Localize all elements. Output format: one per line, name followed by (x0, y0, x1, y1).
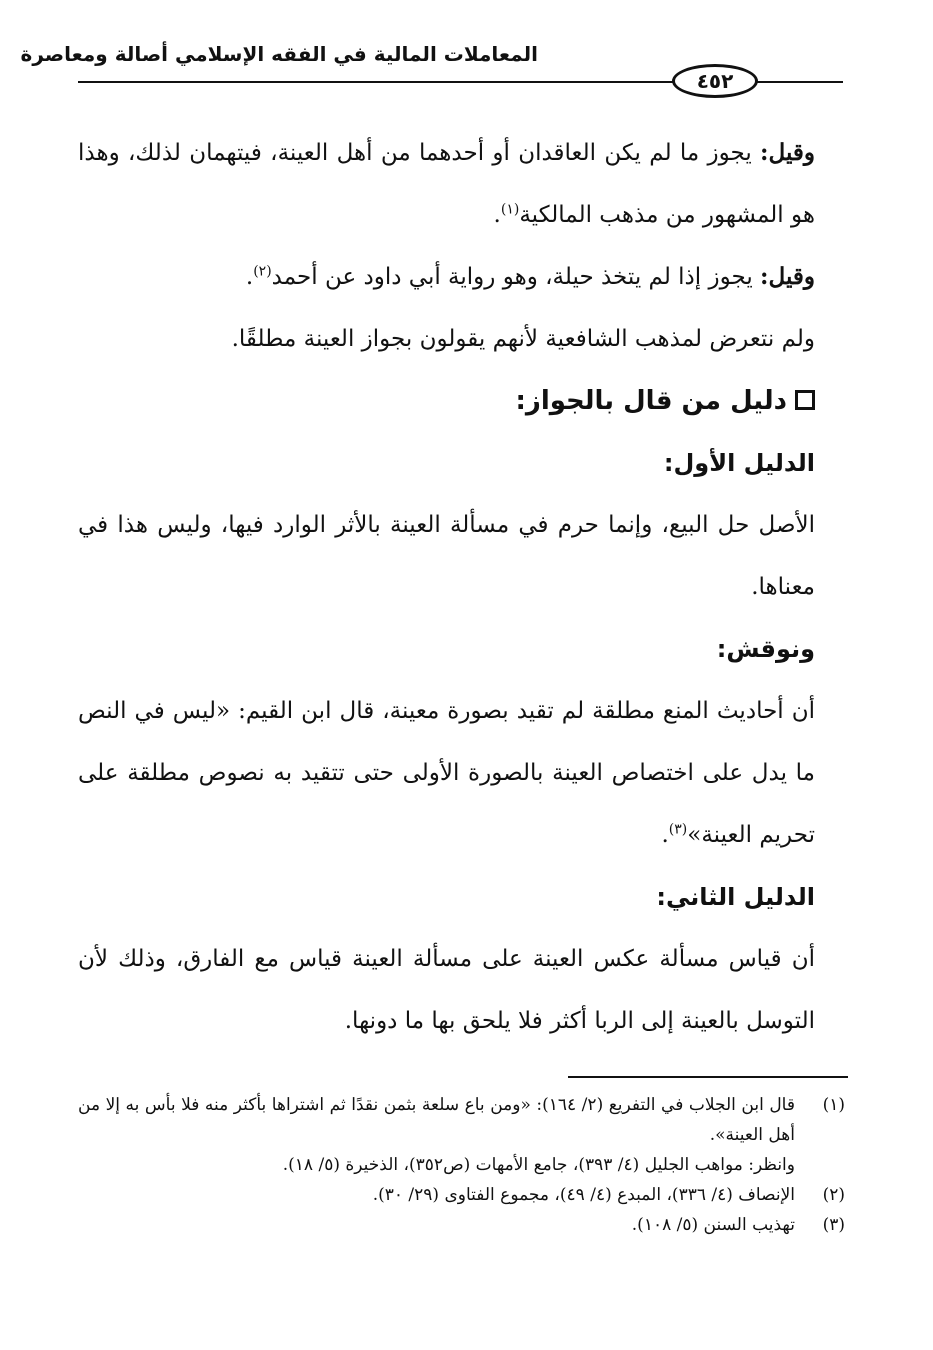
paragraph-hanbali-view (78, 246, 845, 308)
footnote-number: (١) (822, 1095, 845, 1115)
subheading-second-evidence: الدليل الثاني: (656, 883, 815, 911)
section-heading (78, 370, 845, 432)
paragraph-first-evidence: الأصل حل البيع، وإنما حرم في مسألة العينة بالأثر الوارد فيها، وليس هذا في معناها. (78, 512, 815, 600)
footnote-text: تهذيب السنن (٥/ ١٠٨). (631, 1215, 795, 1235)
paragraph-lead: وقيل: (760, 263, 815, 290)
paragraph-lead: وقيل: (760, 139, 815, 166)
footnote-ref-3[interactable]: (٣) (668, 821, 688, 838)
footnote-number: (٢) (822, 1185, 845, 1205)
paragraph-text: أن أحاديث المنع مطلقة لم تقيد بصورة معينة، قال ابن القيم: «ليس في النص ما يدل على اختصاص العينة بالصورة الأولى حتى تتقيد به نصوص مطلقة على تحريم العينة» (78, 698, 815, 848)
footnote-number: (٣) (822, 1215, 845, 1235)
subheading-first-evidence: الدليل الأول: (663, 449, 815, 477)
paragraph-text: يجوز إذا لم يتخذ حيلة، وهو رواية أبي داود عن أحمد (271, 264, 761, 290)
footnote-1-continued: وانظر: مواهب الجليل (٤/ ٣٩٣)، جامع الأمهات (ص٣٥٢)، الذخيرة (٥/ ١٨). (282, 1155, 795, 1175)
footnote-3 (78, 1210, 845, 1240)
paragraph-end: . (661, 822, 669, 848)
paragraph-discussion (78, 680, 845, 866)
running-title: المعاملات المالية في الفقه الإسلامي أصالة ومعاصرة (20, 42, 538, 66)
paragraph-maliki-view (78, 122, 845, 246)
footnote-ref-1[interactable]: (١) (500, 201, 520, 218)
footnotes (78, 1090, 845, 1240)
paragraph-second-evidence: أن قياس مسألة عكس العينة على مسألة العينة قياس مع الفارق، وذلك لأن التوسل بالعينة إلى الربا أكثر فلا يلحق بها ما دونها. (78, 946, 815, 1034)
footnote-ref-2[interactable]: (٢) (253, 263, 272, 280)
section-heading-text: دليل من قال بالجواز: (515, 386, 787, 416)
footnote-1 (78, 1090, 845, 1150)
paragraph-shafii-note: ولم نتعرض لمذهب الشافعية لأنهم يقولون بجواز العينة مطلقًا. (231, 326, 815, 352)
footnote-text: الإنصاف (٤/ ٣٣٦)، المبدع (٤/ ٤٩)، مجموع الفتاوى (٢٩/ ٣٠). (372, 1185, 795, 1205)
footnote-2 (78, 1180, 845, 1210)
paragraph-end: . (493, 202, 501, 228)
subheading-discussion: ونوقش: (716, 635, 815, 663)
square-bullet-icon (795, 390, 815, 410)
footnote-text: قال ابن الجلاب في التفريع (٢/ ١٦٤): «ومن باع سلعة بثمن نقدًا ثم اشتراها بأكثر منه فلا بأس به إلا من أهل العينة». (78, 1095, 795, 1145)
paragraph-end: . (245, 264, 254, 290)
paragraph-text: يجوز ما لم يكن العاقدان أو أحدهما من أهل العينة، فيتهمان لذلك، وهذا هو المشهور من مذهب المالكية (78, 140, 815, 228)
footnote-separator (568, 1076, 848, 1078)
page-number: ٤٥٢ (672, 64, 758, 98)
main-text (78, 122, 845, 1052)
